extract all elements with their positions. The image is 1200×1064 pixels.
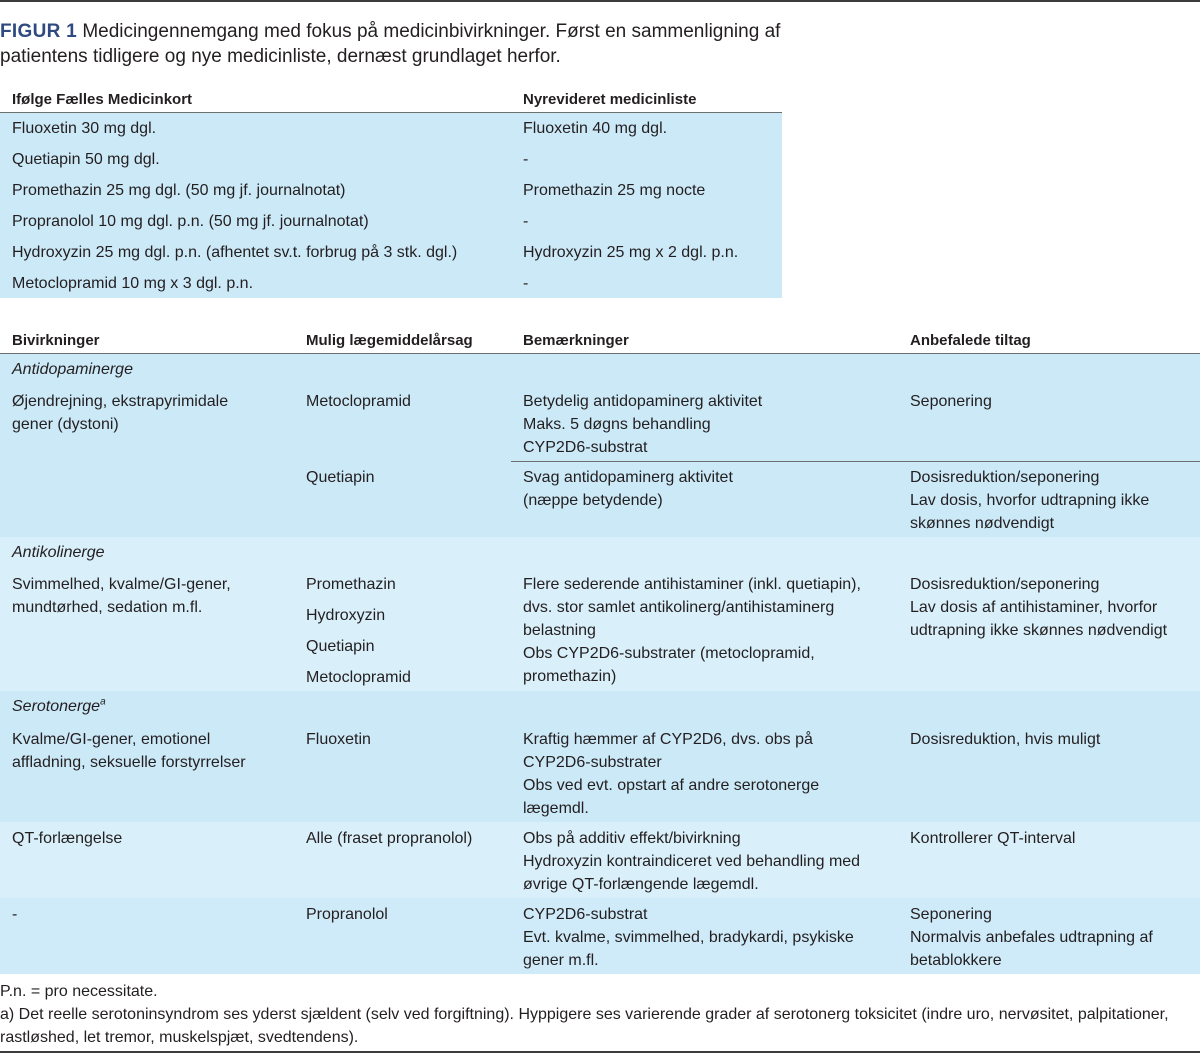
qt-notes-line-2: Hydroxyzin kontraindiceret ved behandling med — [523, 853, 861, 870]
qt-action: Kontrollerer QT-interval — [910, 830, 1076, 847]
med-table-row-6-new: - — [523, 275, 529, 292]
qt-notes-line-3: øvrige QT-forlængende lægemdl. — [523, 876, 759, 893]
antikolinerge-notes-line-5: promethazin) — [523, 668, 617, 685]
section-title-antikolinerge: Antikolinerge — [12, 544, 105, 561]
antidopaminerge-notes-1-line-3: CYP2D6-substrat — [523, 439, 648, 456]
side-table-header-drug: Mulig lægemiddelårsag — [306, 332, 473, 349]
serotonerge-notes-line-3: Obs ved evt. opstart af andre serotonerge — [523, 777, 820, 794]
med-table-row-5-old: Hydroxyzin 25 mg dgl. p.n. (afhentet sv.t. forbrug på 3 stk. dgl.) — [12, 244, 458, 261]
antidopaminerge-notes-2-line-2: (næppe betydende) — [523, 492, 663, 509]
antidopaminerge-notes-1-line-2: Maks. 5 døgns behandling — [523, 416, 711, 433]
serotonerge-effect-line-1: Kvalme/GI-gener, emotionel — [12, 731, 211, 748]
figure-caption — [0, 19, 840, 69]
antidopaminerge-split-rule — [511, 461, 1200, 462]
antikolinerge-notes-line-2: dvs. stor samlet antikolinerg/antihistaminerg — [523, 599, 835, 616]
antidopaminerge-effect-line-2: gener (dystoni) — [12, 416, 119, 433]
serotonerge-action: Dosisreduktion, hvis muligt — [910, 731, 1101, 748]
antidopaminerge-drug-2: Quetiapin — [306, 469, 375, 486]
antidopaminerge-action-2-line-2: Lav dosis, hvorfor udtrapning ikke — [910, 492, 1150, 509]
serotonerge-drug: Fluoxetin — [306, 731, 371, 748]
med-table-header-new: Nyrevideret medicinliste — [523, 91, 697, 108]
footnote-pn: P.n. = pro necessitate. — [0, 983, 158, 1000]
antikolinerge-notes-line-1: Flere sederende antihistaminer (inkl. quetiapin), — [523, 576, 861, 593]
antikolinerge-drug-1: Promethazin — [306, 576, 396, 593]
antidopaminerge-action-2-line-3: skønnes nødvendigt — [910, 515, 1055, 532]
antidopaminerge-notes-1-line-1: Betydelig antidopaminerg aktivitet — [523, 393, 763, 410]
med-table-row-2-new: - — [523, 151, 529, 168]
antikolinerge-drug-3: Quetiapin — [306, 638, 375, 655]
section-title-serotonerge — [12, 698, 106, 716]
med-table-body — [0, 113, 782, 298]
med-table-row-3-old: Promethazin 25 mg dgl. (50 mg jf. journalnotat) — [12, 182, 346, 199]
antikolinerge-effect-line-2: mundtørhed, sedation m.fl. — [12, 599, 203, 616]
propranolol-drug: Propranolol — [306, 906, 388, 923]
antikolinerge-action-line-3: udtrapning ikke skønnes nødvendigt — [910, 622, 1168, 639]
serotonerge-title-text: Serotonerge — [12, 698, 101, 715]
antikolinerge-action-line-2: Lav dosis af antihistaminer, hvorfor — [910, 599, 1158, 616]
serotonerge-footnote-marker: a — [100, 696, 106, 708]
antidopaminerge-action-2-line-1: Dosisreduktion/seponering — [910, 469, 1100, 486]
med-table-row-1-old: Fluoxetin 30 mg dgl. — [12, 120, 157, 137]
serotonerge-notes-line-2: CYP2D6-substrater — [523, 754, 662, 771]
propranolol-effect: - — [12, 906, 18, 923]
antikolinerge-drug-4: Metoclopramid — [306, 669, 411, 686]
serotonerge-notes-line-1: Kraftig hæmmer af CYP2D6, dvs. obs på — [523, 731, 813, 748]
antikolinerge-notes-line-3: belastning — [523, 622, 596, 639]
med-table-row-4-new: - — [523, 213, 529, 230]
med-table-row-5-new: Hydroxyzin 25 mg x 2 dgl. p.n. — [523, 244, 739, 261]
antikolinerge-drug-2: Hydroxyzin — [306, 607, 386, 624]
qt-effect: QT-forlængelse — [12, 830, 123, 847]
serotonerge-notes-line-4: lægemdl. — [523, 800, 589, 817]
propranolol-notes-line-1: CYP2D6-substrat — [523, 906, 648, 923]
med-table-header-old: Ifølge Fælles Medicinkort — [12, 91, 193, 108]
figure-label: FIGUR 1 — [0, 21, 78, 42]
side-table-header-effect: Bivirkninger — [12, 332, 100, 349]
antidopaminerge-effect-line-1: Øjendrejning, ekstrapyrimidale — [12, 393, 229, 410]
top-rule — [0, 0, 1200, 2]
qt-drug: Alle (fraset propranolol) — [306, 830, 473, 847]
antidopaminerge-action-1: Seponering — [910, 393, 992, 410]
med-table-row-3-new: Promethazin 25 mg nocte — [523, 182, 706, 199]
figure-caption-text: Medicingennemgang med fokus på medicinbivirkninger. Først en sammenligning af patientens tidligere og nye medicinliste, dernæst grundlaget herfor. — [0, 21, 781, 67]
bottom-rule — [0, 1051, 1200, 1053]
antidopaminerge-notes-2-line-1: Svag antidopaminerg aktivitet — [523, 469, 733, 486]
med-table-row-1-new: Fluoxetin 40 mg dgl. — [523, 120, 668, 137]
antidopaminerge-drug-1: Metoclopramid — [306, 393, 411, 410]
antikolinerge-notes-line-4: Obs CYP2D6-substrater (metoclopramid, — [523, 645, 815, 662]
propranolol-notes-line-3: gener m.fl. — [523, 952, 599, 969]
side-table-header-action: Anbefalede tiltag — [910, 332, 1031, 349]
qt-notes-line-1: Obs på additiv effekt/bivirkning — [523, 830, 741, 847]
propranolol-action-line-2: Normalvis anbefales udtrapning af — [910, 929, 1153, 946]
med-table-row-2-old: Quetiapin 50 mg dgl. — [12, 151, 160, 168]
propranolol-action-line-3: betablokkere — [910, 952, 1002, 969]
med-table-row-4-old: Propranolol 10 mg dgl. p.n. (50 mg jf. journalnotat) — [12, 213, 369, 230]
antikolinerge-action-line-1: Dosisreduktion/seponering — [910, 576, 1100, 593]
section-title-antidopaminerge: Antidopaminerge — [12, 361, 133, 378]
side-table-header-notes: Bemærkninger — [523, 332, 629, 349]
propranolol-notes-line-2: Evt. kvalme, svimmelhed, bradykardi, psykiske — [523, 929, 854, 946]
footnote-a: a) Det reelle serotoninsyndrom ses yderst sjældent (selv ved forgiftning). Hyppigere ses varierende grader af serotonerg toksicitet (indre uro, nervøsitet, palpitationer, rastløshed, let tremor, muskelspjæt, svedtendens). — [0, 1006, 1169, 1046]
serotonerge-effect-line-2: affladning, seksuelle forstyrrelser — [12, 754, 246, 771]
antikolinerge-effect-line-1: Svimmelhed, kvalme/GI-gener, — [12, 576, 231, 593]
propranolol-action-line-1: Seponering — [910, 906, 992, 923]
med-table-row-6-old: Metoclopramid 10 mg x 3 dgl. p.n. — [12, 275, 254, 292]
